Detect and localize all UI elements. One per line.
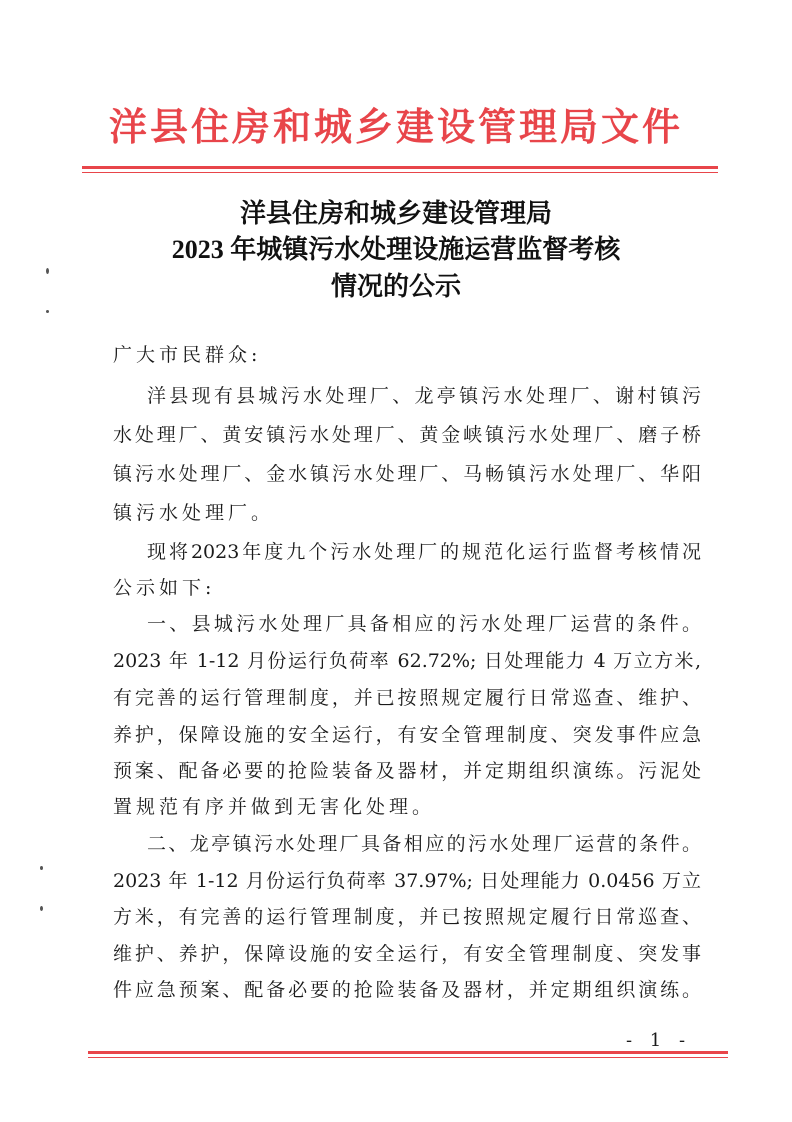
header-red-rule-thin <box>82 172 718 173</box>
body-line: 2023 年 1-12 月份运行负荷率 37.97%; 日处理能力 0.0456 万立 <box>113 870 701 892</box>
body-line: 公示如下: <box>113 577 216 599</box>
body-line: 件应急预案、配备必要的抢险装备及器材，并定期组织演练。 <box>113 979 701 1001</box>
binding-hole-mark <box>46 268 49 274</box>
footer-red-rule-thin <box>88 1057 728 1058</box>
body-line: 2023 年 1-12 月份运行负荷率 62.72%; 日处理能力 4 万立方米, <box>113 650 701 672</box>
page-number: - 1 - <box>626 1030 692 1051</box>
body-line: 镇污水处理厂、金水镇污水处理厂、马畅镇污水处理厂、华阳 <box>113 463 701 485</box>
body-line: 维护、养护，保障设施的安全运行，有安全管理制度、突发事 <box>113 943 701 965</box>
document-title-line-3: 情况的公示 <box>330 272 461 301</box>
agency-header-title: 洋县住房和城乡建设管理局文件 <box>108 104 683 149</box>
binding-hole-mark <box>46 310 49 313</box>
body-line: 洋县现有县城污水处理厂、龙亭镇污水处理厂、谢村镇污 <box>147 385 701 407</box>
body-line: 镇污水处理厂。 <box>113 502 275 524</box>
body-line: 养护，保障设施的安全运行，有安全管理制度、突发事件应急 <box>113 724 701 746</box>
section-two-heading: 二、龙亭镇污水处理厂具备相应的污水处理厂运营的条件。 <box>147 833 701 855</box>
document-title-line-2: 2023 年城镇污水处理设施运营监督考核 <box>171 235 621 264</box>
body-line: 置规范有序并做到无害化处理。 <box>113 796 436 818</box>
body-line: 预案、配备必要的抢险装备及器材，并定期组织演练。污泥处 <box>113 760 701 782</box>
binding-hole-mark <box>40 906 43 911</box>
salutation: 广大市民群众: <box>113 344 262 366</box>
footer-red-rule-thick <box>88 1051 728 1054</box>
body-line: 有完善的运行管理制度，并已按照规定履行日常巡查、维护、 <box>113 687 701 709</box>
body-line: 水处理厂、黄安镇污水处理厂、黄金峡镇污水处理厂、磨子桥 <box>113 424 701 446</box>
body-line: 现将2023年度九个污水处理厂的规范化运行监督考核情况 <box>147 541 701 563</box>
header-red-rule-thick <box>82 166 718 169</box>
body-line: 方米，有完善的运行管理制度，并已按照规定履行日常巡查、 <box>113 906 701 928</box>
document-title-line-1: 洋县住房和城乡建设管理局 <box>239 199 552 228</box>
section-one-heading: 一、县城污水处理厂具备相应的污水处理厂运营的条件。 <box>147 613 701 635</box>
binding-hole-mark <box>40 866 43 870</box>
